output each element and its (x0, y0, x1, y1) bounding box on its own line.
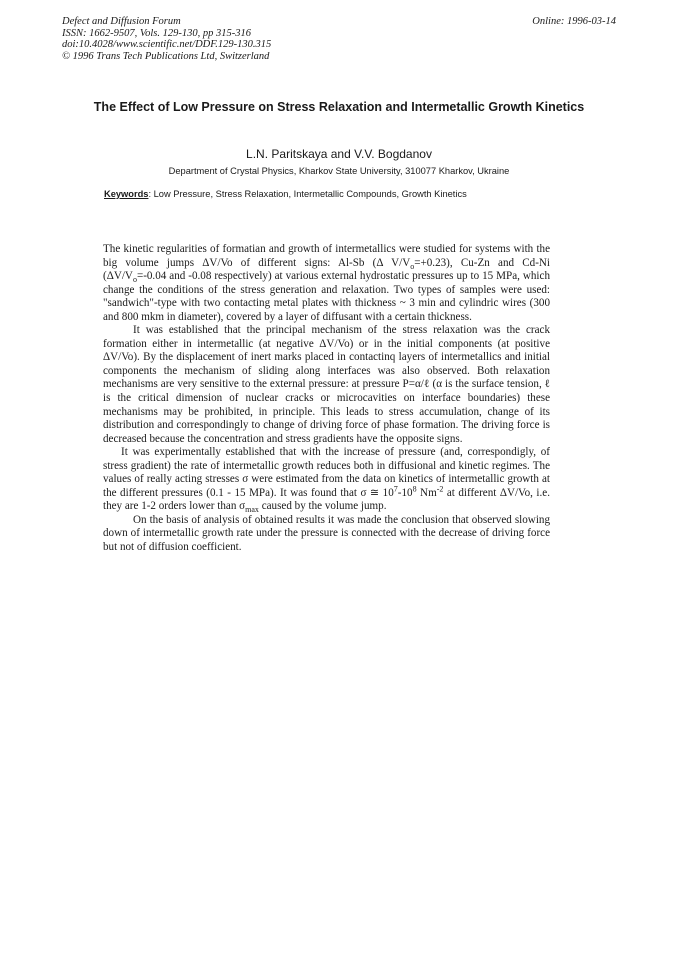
doi-link[interactable]: doi:10.4028/www.scientific.net/DDF.129-130.315 (62, 39, 272, 50)
p1-sub-o-2: o (132, 275, 137, 285)
keywords-colon: : (148, 189, 154, 199)
keywords-line (104, 189, 624, 199)
paragraph-1 (103, 243, 550, 324)
paragraph-4: On the basis of analysis of obtained results it was made the conclusion that observed slowing down of intermetallic growth rate under the pressure is connected with the decrease of driving force but not of diffusion coefficient. (103, 513, 550, 554)
p3-sup-minus-2: -2 (436, 484, 444, 494)
p3-sub-max: max (245, 505, 259, 515)
paper-title: The Effect of Low Pressure on Stress Relaxation and Intermetallic Growth Kinetics (93, 100, 585, 114)
journal-header (62, 16, 616, 62)
keywords-list: Low Pressure, Stress Relaxation, Intermetallic Compounds, Growth Kinetics (153, 189, 467, 199)
issn-line: ISSN: 1662-9507, Vols. 129-130, pp 315-316 (62, 27, 251, 39)
paragraph-3 (103, 446, 550, 514)
online-date: Online: 1996-03-14 (532, 16, 616, 27)
p3-text-b: -10 (397, 486, 413, 499)
journal-name: Defect and Diffusion Forum (62, 16, 181, 27)
p3-sup-7: 7 (393, 484, 398, 494)
abstract-body (103, 243, 550, 555)
keywords-label: Keywords (104, 189, 149, 199)
p1-sub-o-1: o (410, 261, 415, 271)
p3-sup-8: 8 (412, 484, 417, 494)
p1-text-c: =-0.04 and -0.08 respectively) at various external hydrostatic pressures up to 15 MPa, which change the conditions of the stress generation and relaxation. Two types of samples were used: "sandwich"-type with two contacting metal plates with thickness ~ 3 min and cylindric wires (300 and 800 mkm in diameter), covered by a layer of diffusant with a certain thickness. (103, 270, 550, 323)
p3-text-c: Nm (416, 486, 437, 499)
copyright-line: © 1996 Trans Tech Publications Ltd, Switzerland (62, 50, 270, 62)
p3-text-e: caused by the volume jump. (258, 500, 387, 513)
p1-text-b: =+0.23), Cu-Zn and Cd-Ni (ΔV/V (103, 256, 550, 283)
p3-text-d: at different ΔV/Vo, i.e. they are 1-2 orders lower than σ (103, 486, 550, 513)
paper-authors: L.N. Paritskaya and V.V. Bogdanov (246, 147, 432, 161)
p1-text-a: The kinetic regularities of formatian and growth of intermetallics were studied for systems with the big volume jumps ΔV/Vo of different signs: Al-Sb (Δ V/V (103, 243, 550, 269)
p3-text-a: It was experimentally established that with the increase of pressure (and, correspondigly, of stress gradient) the rate of intermetallic growth reduces both in diffusional and kinetic regimes. The values of really acting stresses σ were estimated from the data on kinetics of intermetallic growth at the different pressures (0.1 - 15 MPa). It was found that σ ≅ 10 (103, 446, 550, 499)
paper-affiliation: Department of Crystal Physics, Kharkov State University, 310077 Kharkov, Ukraine (168, 166, 510, 176)
paragraph-2: It was established that the principal mechanism of the stress relaxation was the crack formation either in intermetallic (at negative ΔV/Vo) or in the initial components (at positive ΔV/Vo). By the displacement of inert marks placed in contactinq layers of intermetallics and initial components the mechanism of sliding along interfaces was also observed. Both relaxation mechanisms are very sensitive to the external pressure: at pressure P=α/ℓ (α is the surface tension, ℓ is the critical dimension of nuclear cracks or microcavities on interface boundaries) these mechanisms may be prohibited, in principle. This leads to stress accumulation, change of its distribution and correspondingly to change of driving force of phase formation. The driving force is decreased because the concentration and stress gradients have the opposite signs. (103, 324, 550, 445)
